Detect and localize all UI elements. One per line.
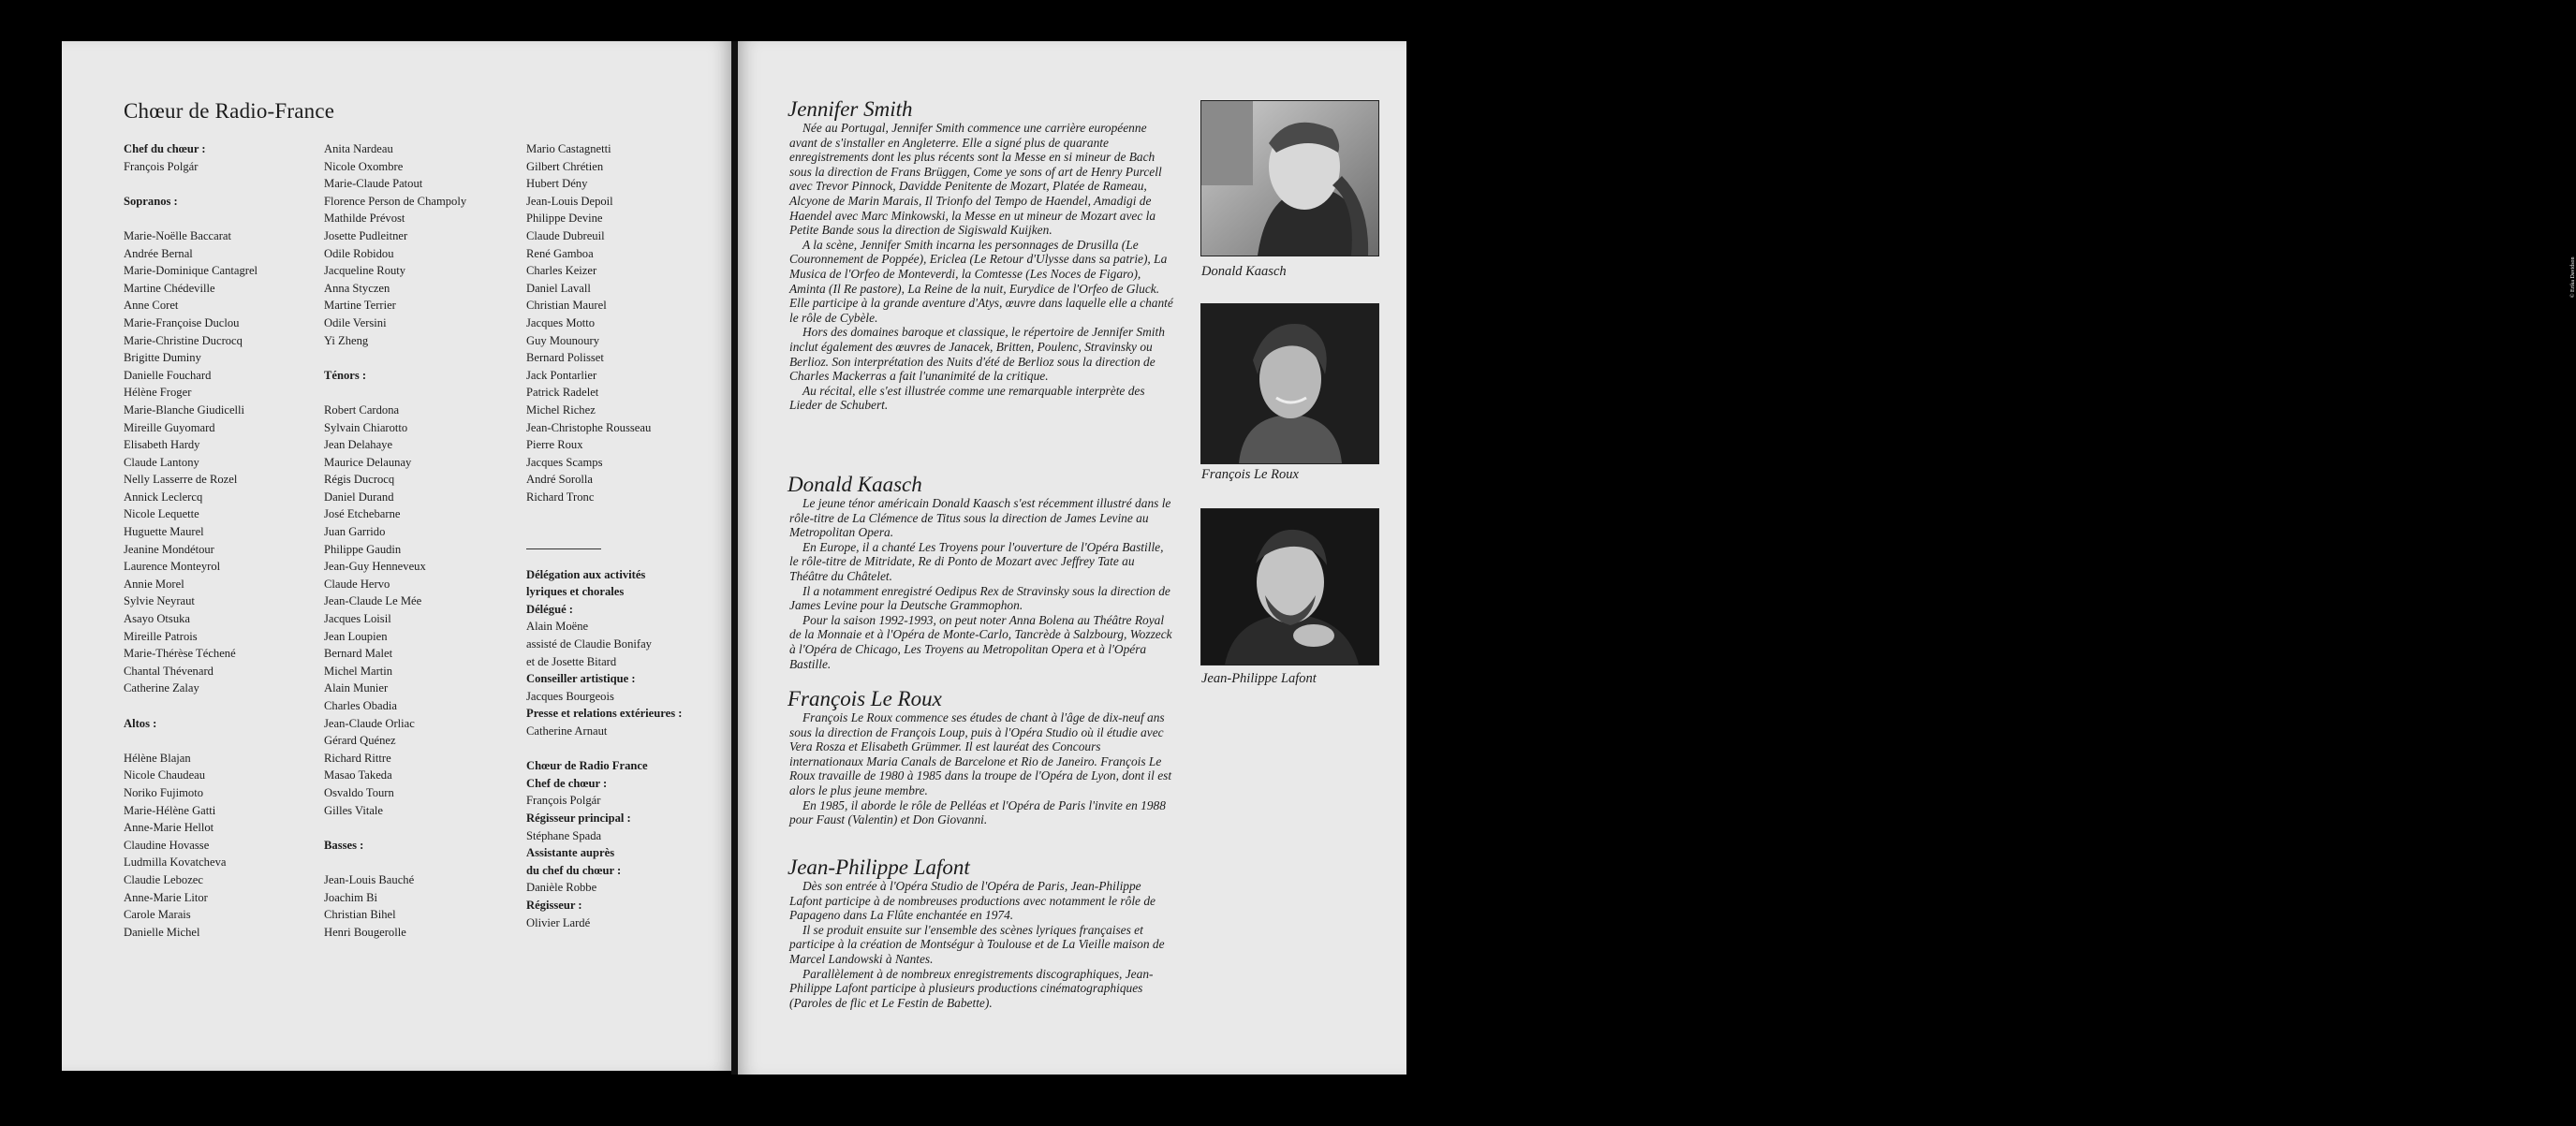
list-item: Marie-Christine Ducrocq	[124, 333, 243, 347]
list-item: Alain Moëne	[526, 620, 589, 634]
choir-title: Chœur de Radio-France	[124, 99, 335, 123]
list-item: Jean-Christophe Rousseau	[526, 420, 652, 434]
list-item: Marie-Noëlle Baccarat	[124, 228, 232, 242]
bio-paragraph: Née au Portugal, Jennifer Smith commence une carrière européenne avant de s'installer en Angleterre. Elle a signé plus de quarante enregistrements dont les plus récents sont la Messe en si mineur de Bach sous la direction de Frans Brüggen, Come ye sons of art de Henry Purcell avec Trevor Pinnock, Davidde Penitente de Mozart, Platée de Rameau, Alcyone de Marin Marais, Il Trionfo del Tempo de Haendel, Amadigi de Haendel avec Marc Minkowski, la Messe en ut mineur de Mozart avec la Petite Bande sous la direction de Sigiswald Kuijken.	[789, 121, 1162, 238]
section-heading: Assistante auprès	[526, 846, 615, 860]
list-item: Asayo Otsuka	[124, 612, 191, 626]
bio-donald-kaasch	[789, 474, 1173, 671]
list-item: Claude Hervo	[324, 577, 390, 591]
list-item: Josette Pudleitner	[324, 228, 408, 242]
list-item: Laurence Monteyrol	[124, 560, 221, 574]
bio-jean-philippe-lafont	[789, 856, 1173, 1010]
portrait-photo-francois-le-roux	[1200, 303, 1379, 464]
bio-name: Donald Kaasch	[788, 473, 922, 496]
list-item: Claudine Hovasse	[124, 838, 210, 852]
list-item: Sylvie Neyraut	[124, 594, 195, 608]
list-item: Jack Pontarlier	[526, 368, 597, 382]
list-item: Robert Cardona	[324, 402, 400, 417]
list-item: Mathilde Prévost	[324, 212, 405, 226]
list-item: Jean Delahaye	[324, 438, 393, 452]
list-spacer	[124, 697, 258, 715]
list-item: Jacques Scamps	[526, 455, 603, 469]
photo-credit: © Erika Davidson	[2570, 256, 2576, 298]
list-item: Claude Lantony	[124, 455, 199, 469]
list-item: Michel Martin	[324, 664, 393, 678]
photo-caption: François Le Roux	[1201, 467, 1299, 482]
list-item: Jean-Claude Orliac	[324, 716, 415, 730]
list-spacer	[124, 210, 258, 227]
list-item: Anna Styczen	[324, 281, 390, 295]
list-item: Christian Bihel	[324, 908, 396, 922]
list-item: Jean-Louis Depoil	[526, 194, 613, 208]
section-heading: Chœur de Radio France	[526, 759, 648, 773]
list-item: Mireille Patrois	[124, 629, 198, 643]
list-item: Nicole Lequette	[124, 507, 199, 521]
list-item: Olivier Lardé	[526, 915, 591, 929]
list-item: Noriko Fujimoto	[124, 785, 204, 799]
book-gutter	[731, 41, 738, 1075]
bio-paragraph: Il se produit ensuite sur l'ensemble des scènes lyriques françaises et participe à la création de Montségur à Toulouse et de La Vieille maison de Marcel Landowski à Nantes.	[789, 922, 1165, 966]
section-heading: Régisseur principal :	[526, 811, 631, 825]
list-item: Danièle Robbe	[526, 881, 597, 895]
list-item: Mireille Guyomard	[124, 420, 215, 434]
list-item: Alain Munier	[324, 681, 389, 695]
list-item: Florence Person de Champoly	[324, 194, 467, 208]
list-item: Philippe Gaudin	[324, 542, 402, 556]
list-spacer	[324, 349, 466, 367]
list-item: André Sorolla	[526, 473, 593, 487]
list-item: François Polgár	[526, 794, 601, 808]
bio-paragraph: Parallèlement à de nombreux enregistrements discographiques, Jean-Philippe Lafont participe à plusieurs productions cinématographiques (Paroles de flic et Le Festin de Babette).	[789, 966, 1154, 1010]
section-heading: Sopranos :	[124, 194, 178, 208]
list-item: Danielle Michel	[124, 925, 200, 939]
divider	[526, 548, 601, 549]
bio-paragraph: En 1985, il aborde le rôle de Pelléas et l'Opéra de Paris l'invite en 1988 pour Faust (Valentin) et Don Giovanni.	[789, 797, 1166, 827]
list-item: Martine Terrier	[324, 299, 396, 313]
list-item: Carole Marais	[124, 908, 191, 922]
list-item: Richard Tronc	[526, 490, 595, 504]
list-item: Jean-Louis Bauché	[324, 872, 415, 886]
list-item: Maurice Delaunay	[324, 455, 412, 469]
list-item: Jacques Bourgeois	[526, 689, 614, 703]
list-item: Christian Maurel	[526, 299, 607, 313]
bio-name: Jean-Philippe Lafont	[788, 855, 970, 879]
list-item: Martine Chédeville	[124, 281, 215, 295]
list-item: Nicole Chaudeau	[124, 768, 206, 782]
section-heading: Régisseur :	[526, 898, 582, 912]
choir-column-3	[526, 140, 682, 931]
list-item: Joachim Bi	[324, 890, 378, 904]
list-item: Andrée Bernal	[124, 246, 193, 260]
list-item: Hélène Blajan	[124, 751, 191, 765]
bio-paragraph: François Le Roux commence ses études de chant à l'âge de dix-neuf ans sous la direction de François Loup, puis à l'Opéra Studio où il étudie avec Vera Rosza et Elisabeth Grümmer. Il est lauréat des Concours internationaux Maria Canals de Barcelone et Rio de Janeiro. François Le Roux travaille de 1980 à 1985 dans la troupe de l'Opéra de Lyon, dont il est alors le plus jeune membre.	[789, 710, 1172, 797]
section-heading: Délégué :	[526, 602, 574, 616]
list-item: Richard Rittre	[324, 751, 391, 765]
list-item: Brigitte Duminy	[124, 351, 201, 365]
section-heading: Chef du chœur :	[124, 142, 206, 155]
list-item: Juan Garrido	[324, 525, 386, 539]
list-item: Gilles Vitale	[324, 803, 384, 817]
list-item: Henri Bougerolle	[324, 925, 406, 939]
list-item: Catherine Arnaut	[526, 724, 608, 738]
list-spacer	[324, 384, 466, 402]
list-item: Jean-Guy Henneveux	[324, 560, 426, 574]
list-item: Jeanine Mondétour	[124, 542, 214, 556]
list-item: Charles Obadia	[324, 699, 397, 712]
list-item: Bernard Polisset	[526, 351, 604, 365]
list-item: Claudie Lebozec	[124, 872, 203, 886]
bio-name: François Le Roux	[788, 687, 942, 710]
bio-francois-le-roux	[789, 688, 1173, 827]
list-item: Odile Robidou	[324, 246, 394, 260]
list-item: Chantal Thévenard	[124, 664, 213, 678]
list-item: Gérard Quénez	[324, 734, 396, 748]
list-item: Ludmilla Kovatcheva	[124, 855, 227, 870]
list-item: Daniel Lavall	[526, 281, 591, 295]
section-heading: Chef de chœur :	[526, 776, 608, 790]
section-heading: Basses :	[324, 838, 364, 852]
list-item: Marie-Thérèse Téchené	[124, 647, 236, 661]
list-item: Bernard Malet	[324, 647, 393, 661]
photo-caption: Jean-Philippe Lafont	[1201, 671, 1317, 686]
photo-caption: Donald Kaasch	[1201, 264, 1287, 279]
list-item: assisté de Claudie Bonifay	[526, 637, 652, 651]
list-spacer	[526, 523, 682, 541]
list-item: Régis Ducrocq	[324, 473, 395, 487]
list-item: Marie-Hélène Gatti	[124, 803, 216, 817]
list-item: Anita Nardeau	[324, 142, 393, 155]
list-item: Jacques Motto	[526, 315, 596, 329]
list-item: Jacques Loisil	[324, 612, 391, 626]
list-item: Elisabeth Hardy	[124, 438, 200, 452]
bio-name: Jennifer Smith	[788, 97, 913, 121]
list-item: Hélène Froger	[124, 386, 192, 400]
list-item: Marie-Claude Patout	[324, 177, 423, 191]
list-item: Masao Takeda	[324, 768, 392, 782]
list-item: Anne-Marie Hellot	[124, 821, 214, 835]
list-item: Philippe Devine	[526, 212, 603, 226]
list-item: Anne Coret	[124, 299, 179, 313]
list-item: Daniel Durand	[324, 490, 394, 504]
list-item: Hubert Dény	[526, 177, 588, 191]
list-spacer	[324, 819, 466, 837]
list-item: Jean Loupien	[324, 629, 388, 643]
list-item: Marie-Françoise Duclou	[124, 315, 240, 329]
bio-paragraph: En Europe, il a chanté Les Troyens pour l'ouverture de l'Opéra Bastille, le rôle-titre de Mitridate, Re di Ponto de Mozart avec Jeffrey Tate au Théâtre du Châtelet.	[789, 539, 1164, 583]
list-item: Yi Zheng	[324, 333, 369, 347]
bio-paragraph: Au récital, elle s'est illustrée comme une remarquable interprète des Lieder de Schubert.	[789, 383, 1145, 413]
list-item: Anne-Marie Litor	[124, 890, 208, 904]
list-item: Stéphane Spada	[526, 828, 602, 842]
bio-paragraph: A la scène, Jennifer Smith incarna les personnages de Drusilla (Le Couronnement de Poppée), Ericlea (Le Retour d'Ulysse dans sa patrie), La Musica de l'Orfeo de Monteverdi, la Comtesse (Les Noces de Figaro), Aminta (Il Re pastore), La Reine de la nuit, Eurydice de l'Orfeo de Gluck. Elle participe à la grande aventure d'Atys, œuvre dans laquelle elle a chanté le rôle de Cybèle.	[789, 237, 1173, 325]
list-item: Guy Mounoury	[526, 333, 600, 347]
list-item: José Etchebarne	[324, 507, 401, 521]
list-item: Nicole Oxombre	[324, 159, 404, 173]
list-item: Michel Richez	[526, 402, 596, 417]
list-item: Mario Castagnetti	[526, 142, 611, 155]
list-item: Marie-Dominique Cantagrel	[124, 264, 258, 278]
bio-paragraph: Pour la saison 1992-1993, on peut noter Anna Bolena au Théâtre Royal de la Monnaie et à l'Opéra de Monte-Carlo, Tancrède à Salzbourg, Wozzeck à l'Opéra de Chicago, Les Troyens au Metropolitan Opera et à l'Opéra Bastille.	[789, 612, 1172, 671]
bio-paragraph: Hors des domaines baroque et classique, le répertoire de Jennifer Smith inclut également des œuvres de Janacek, Britten, Poulenc, Stravinsky ou Berlioz. Son interprétation des Nuits d'été de Berlioz sous la direction de Charles Mackerras a fait l'unanimité de la critique.	[789, 325, 1165, 384]
list-spacer	[526, 740, 682, 758]
list-spacer	[124, 175, 258, 193]
list-item: et de Josette Bitard	[526, 654, 617, 668]
list-item: Sylvain Chiarotto	[324, 420, 408, 434]
choir-column-1	[124, 140, 258, 941]
section-heading: Presse et relations extérieures :	[526, 707, 683, 721]
bio-paragraph: Le jeune ténor américain Donald Kaasch s'est récemment illustré dans le rôle-titre de La Clémence de Titus sous la direction de James Levine au Metropolitan Opera.	[789, 496, 1171, 540]
list-item: Patrick Radelet	[526, 386, 599, 400]
section-heading: du chef du chœur :	[526, 863, 622, 877]
bio-jennifer-smith	[789, 98, 1173, 413]
list-item: Nelly Lasserre de Rozel	[124, 473, 238, 487]
list-spacer	[324, 854, 466, 871]
list-item: Jean-Claude Le Mée	[324, 594, 422, 608]
bio-paragraph: Dès son entrée à l'Opéra Studio de l'Opéra de Paris, Jean-Philippe Lafont participe à de nombreuses productions avec notamment le rôle de Papageno dans La Flûte enchantée en 1974.	[789, 879, 1156, 923]
list-item: Annick Leclercq	[124, 490, 203, 504]
list-item: Marie-Blanche Giudicelli	[124, 402, 245, 417]
list-spacer	[124, 732, 258, 750]
portrait-photo-jean-philippe-lafont	[1200, 508, 1379, 665]
list-item: François Polgár	[124, 159, 199, 173]
section-heading: Altos :	[124, 716, 157, 730]
list-item: Charles Keizer	[526, 264, 597, 278]
list-item: Catherine Zalay	[124, 681, 199, 695]
choir-column-2	[324, 140, 466, 941]
list-item: Danielle Fouchard	[124, 368, 212, 382]
section-heading: Ténors :	[324, 368, 367, 382]
list-item: Gilbert Chrétien	[526, 159, 604, 173]
list-spacer	[526, 505, 682, 523]
list-item: Osvaldo Tourn	[324, 785, 394, 799]
bio-paragraph: Il a notamment enregistré Oedipus Rex de Stravinsky sous la direction de James Levine pour la Deutsche Grammophon.	[789, 583, 1170, 613]
list-item: Pierre Roux	[526, 438, 583, 452]
section-heading: lyriques et chorales	[526, 585, 625, 599]
list-item: Odile Versini	[324, 315, 387, 329]
list-item: Jacqueline Routy	[324, 264, 406, 278]
list-item: Huguette Maurel	[124, 525, 204, 539]
section-heading: Délégation aux activités	[526, 567, 646, 581]
list-item: René Gamboa	[526, 246, 594, 260]
list-item: Claude Dubreuil	[526, 228, 605, 242]
list-item: Annie Morel	[124, 577, 184, 591]
section-heading: Conseiller artistique :	[526, 672, 636, 686]
